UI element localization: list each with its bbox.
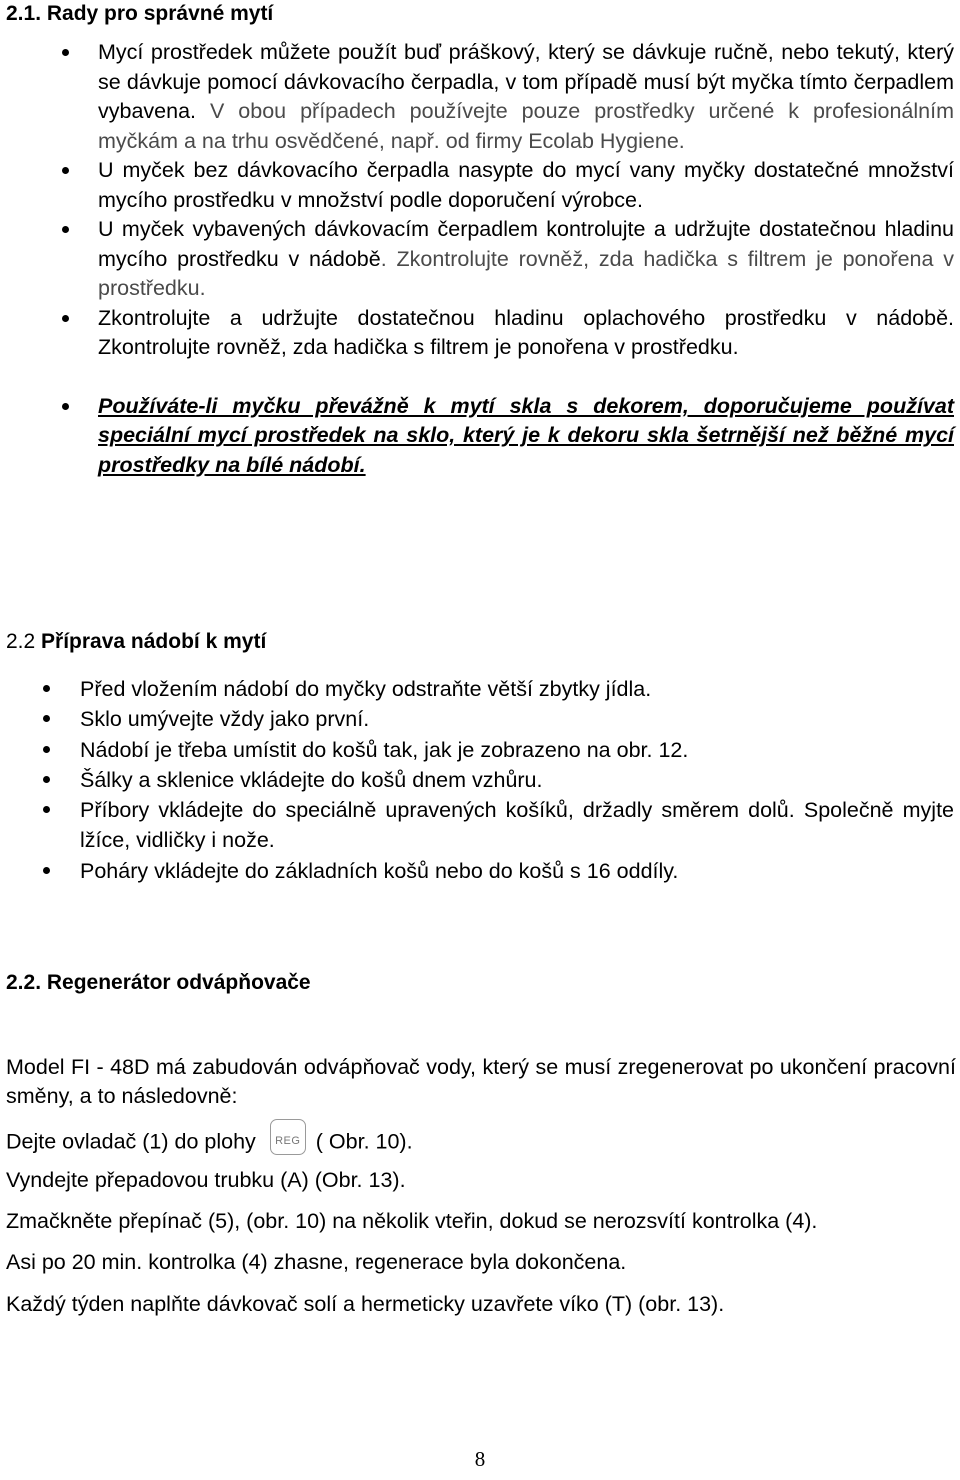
regenerator-step: Každý týden naplňte dávkovač solí a hermeticky uzavřete víko (T) (obr. 13). (6, 1292, 725, 1316)
bullet-icon (62, 226, 69, 233)
regenerator-step: Zmačkněte přepínač (5), (obr. 10) na několik vteřin, dokud se nerozsvítí kontrolka (4). (6, 1209, 818, 1233)
list-item-text: Před vložením nádobí do myčky odstraňte větší zbytky jídla. (80, 677, 652, 701)
emphasis-text: Používáte-li myčku převážně k mytí skla s dekorem, doporučujeme používat speciální mycí prostředek na sklo, který je k dekoru skla šetrnější než běžné mycí prostředky na bílé nádobí. (98, 393, 954, 477)
list-item-text: Zkontrolujte a udržujte dostatečnou hladinu oplachového prostředku v nádobě. Zkontrolujte rovněž, zda hadička s filtrem je ponořena v prostředku. (98, 305, 954, 359)
bullet-icon (43, 806, 50, 813)
list-item (0, 156, 960, 215)
list-item (0, 765, 960, 795)
list-item-text: Sklo umývejte vždy jako první. (80, 707, 370, 732)
list-item-text: Šálky a sklenice vkládejte do košů dnem vzhůru. (80, 767, 543, 792)
reg-icon-label: REG (275, 1135, 301, 1147)
section-heading-2-2 (6, 630, 266, 654)
list-item (0, 856, 960, 886)
list-item (0, 795, 960, 856)
bullet-icon (43, 685, 50, 692)
list-item-text-continued: V obou případech používejte pouze prostředky určené k profesionálním myčkám a na trhu osvědčené, např. od firmy Ecolab Hygiene. (98, 99, 954, 153)
emphasis-item (0, 392, 960, 481)
bullet-icon (43, 715, 50, 722)
page-number: 8 (474, 1447, 486, 1471)
list-item (0, 674, 960, 704)
bullet-icon (43, 746, 50, 753)
section-heading-regenerator: 2.2. Regenerátor odvápňovače (6, 971, 311, 994)
list-item-text: Poháry vkládejte do základních košů nebo do košů s 16 oddíly. (80, 858, 679, 883)
list-item-text-continued: . Zkontrolujte rovněž, zda hadička s filtrem je ponořena v prostředku. (98, 246, 954, 300)
regenerator-step: Vyndejte přepadovou trubku (A) (Obr. 13). (6, 1168, 406, 1192)
list-item-text: Nádobí je třeba umístit do košů tak, jak je zobrazeno na obr. 12. (80, 737, 689, 762)
section-heading-text: Příprava nádobí k mytí (35, 630, 267, 653)
regenerator-step: Asi po 20 min. kontrolka (4) zhasne, regenerace byla dokončena. (6, 1250, 627, 1274)
list-item (0, 704, 960, 734)
list-item-text: Mycí prostředek můžete použít buď práškový, který se dávkuje ručně, nebo tekutý, který se dávkuje pomocí dávkovacího čerpadla, v tom případě musí být myčka tímto čerpadlem vybavena. (98, 40, 954, 123)
washing-tips-list (0, 38, 960, 480)
step-text: Dejte ovladač (1) do plohy (6, 1129, 256, 1154)
list-item (0, 735, 960, 765)
list-item (0, 215, 960, 304)
bullet-icon (62, 49, 69, 56)
bullet-icon (62, 167, 69, 174)
bullet-icon (43, 867, 50, 874)
step-text-continued: ( Obr. 10). (315, 1129, 413, 1154)
bullet-icon (43, 776, 50, 783)
section-heading-number: 2.2 (6, 630, 36, 653)
regenerator-intro: Model FI - 48D má zabudován odvápňovač vody, který se musí zregenerovat po ukončení pracovní směny, a to následovně: (6, 1055, 956, 1108)
list-item-text: U myček bez dávkovacího čerpadla nasypte do mycí vany myčky dostatečné množství mycího prostředku v množství podle doporučení výrobce. (98, 158, 954, 212)
regenerator-step (6, 1125, 956, 1161)
bullet-icon (62, 315, 69, 322)
section-heading-2-1: 2.1. Rady pro správné mytí (6, 2, 274, 25)
list-item-text: Příbory vkládejte do speciálně upravených košíků, držadly směrem dolů. Společně myjte lžíce, vidličky i nože. (80, 798, 954, 853)
list-item (0, 38, 960, 156)
reg-icon (270, 1119, 306, 1155)
list-item (0, 304, 960, 363)
dish-preparation-list (0, 674, 960, 886)
bullet-icon (62, 403, 69, 410)
list-item-text: U myček vybavených dávkovacím čerpadlem kontrolujte a udržujte dostatečnou hladinu mycího prostředku v nádobě (98, 217, 954, 271)
